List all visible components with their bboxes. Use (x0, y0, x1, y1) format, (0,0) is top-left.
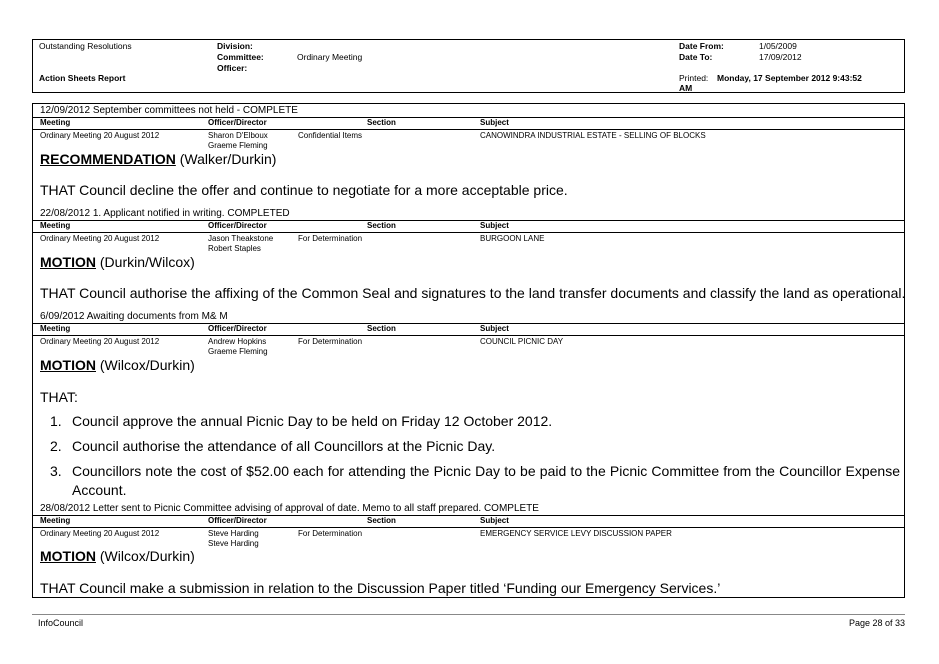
meeting-cell: Ordinary Meeting 20 August 2012 (40, 234, 160, 243)
officer-label: Officer: (217, 63, 248, 73)
resolution-text: THAT Council decline the offer and continue to negotiate for a more acceptable price. (40, 182, 568, 198)
date-to-value: 17/09/2012 (759, 52, 802, 62)
resolution-text: THAT Council make a submission in relation to the Discussion Paper titled ‘Funding our Emergency Services.’ (40, 580, 721, 596)
motion-heading (40, 548, 195, 564)
col-officer: Officer/Director (208, 118, 267, 127)
action-sheets-label: Action Sheets Report (39, 73, 126, 83)
date-from-label: Date From: (679, 41, 724, 51)
meeting-cell: Ordinary Meeting 20 August 2012 (40, 337, 160, 346)
col-section: Section (367, 118, 396, 127)
recommendation-heading (40, 151, 276, 167)
col-section: Section (367, 516, 396, 525)
subject-cell: EMERGENCY SERVICE LEVY DISCUSSION PAPER (480, 529, 672, 538)
list-item (40, 437, 900, 456)
report-name: Outstanding Resolutions (39, 41, 132, 51)
officer-cell-2: Graeme Fleming (208, 347, 268, 356)
col-officer: Officer/Director (208, 516, 267, 525)
status-note: 6/09/2012 Awaiting documents from M& M (40, 311, 228, 322)
column-headers (33, 220, 904, 233)
status-note: 12/09/2012 September committees not held - COMPLETE (40, 105, 298, 116)
list-item (40, 462, 900, 500)
date-to-label: Date To: (679, 52, 713, 62)
resolution-text: THAT: (40, 389, 78, 405)
section-cell: Confidential Items (298, 131, 363, 140)
date-from-value: 1/05/2009 (759, 41, 797, 51)
officer-cell-2: Graeme Fleming (208, 141, 268, 150)
column-headers (33, 117, 904, 130)
movers: (Wilcox/Durkin) (96, 548, 195, 564)
movers: (Walker/Durkin) (175, 151, 277, 167)
resolution-text: THAT Council authorise the affixing of the Common Seal and signatures to the land transfer documents and classify the land as operational. (40, 285, 906, 301)
col-subject: Subject (480, 118, 509, 127)
column-headers (33, 323, 904, 336)
resolution-list (40, 412, 900, 506)
col-subject: Subject (480, 221, 509, 230)
motion-heading (40, 254, 195, 270)
section-cell: For Determination (298, 529, 363, 538)
column-headers (33, 515, 904, 528)
officer-cell-1: Jason Theakstone (208, 234, 274, 243)
col-meeting: Meeting (40, 324, 71, 333)
list-item (40, 412, 900, 431)
heading-keyword: RECOMMENDATION (40, 151, 176, 167)
list-number: 2. (50, 438, 62, 454)
list-text: Council authorise the attendance of all Councillors at the Picnic Day. (72, 438, 496, 454)
officer-cell-1: Sharon D'Elboux (208, 131, 268, 140)
printed-label: Printed: (679, 73, 709, 83)
footer-divider (32, 614, 905, 615)
printed-ampm: AM (679, 83, 693, 93)
officer-cell-2: Robert Staples (208, 244, 261, 253)
list-number: 1. (50, 413, 62, 429)
officer-cell-2: Steve Harding (208, 539, 259, 548)
col-section: Section (367, 221, 396, 230)
list-number: 3. (50, 463, 62, 479)
committee-value: Ordinary Meeting (297, 52, 363, 62)
col-meeting: Meeting (40, 516, 71, 525)
heading-keyword: MOTION (40, 357, 96, 373)
subject-cell: BURGOON LANE (480, 234, 545, 243)
section-cell: For Determination (298, 337, 363, 346)
subject-cell: COUNCIL PICNIC DAY (480, 337, 564, 346)
status-note: 22/08/2012 1. Applicant notified in writing. COMPLETED (40, 208, 290, 219)
officer-cell-1: Steve Harding (208, 529, 259, 538)
col-officer: Officer/Director (208, 324, 267, 333)
subject-cell: CANOWINDRA INDUSTRIAL ESTATE - SELLING OF BLOCKS (480, 131, 706, 140)
division-label: Division: (217, 41, 253, 51)
committee-label: Committee: (217, 52, 264, 62)
movers: (Wilcox/Durkin) (96, 357, 195, 373)
col-subject: Subject (480, 324, 509, 333)
movers: (Durkin/Wilcox) (96, 254, 195, 270)
heading-keyword: MOTION (40, 548, 96, 564)
heading-keyword: MOTION (40, 254, 96, 270)
motion-heading (40, 357, 195, 373)
list-text: Councillors note the cost of $52.00 each for attending the Picnic Day to be paid to the Picnic Committee from the Councillor Expense Account. (72, 463, 900, 498)
meeting-cell: Ordinary Meeting 20 August 2012 (40, 529, 160, 538)
report-header (32, 39, 905, 93)
section-cell: For Determination (298, 234, 363, 243)
col-subject: Subject (480, 516, 509, 525)
officer-cell-1: Andrew Hopkins (208, 337, 267, 346)
list-text: Council approve the annual Picnic Day to be held on Friday 12 October 2012. (72, 413, 553, 429)
status-note: 28/08/2012 Letter sent to Picnic Committee advising of approval of date. Memo to all staff prepared. COMPLETE (40, 503, 539, 514)
printed-value: Monday, 17 September 2012 9:43:52 (717, 73, 862, 83)
page-number: Page 28 of 33 (848, 618, 905, 628)
footer-app-name: InfoCouncil (38, 618, 84, 628)
col-meeting: Meeting (40, 118, 71, 127)
col-meeting: Meeting (40, 221, 71, 230)
col-section: Section (367, 324, 396, 333)
resolutions-box (32, 103, 905, 598)
col-officer: Officer/Director (208, 221, 267, 230)
meeting-cell: Ordinary Meeting 20 August 2012 (40, 131, 160, 140)
